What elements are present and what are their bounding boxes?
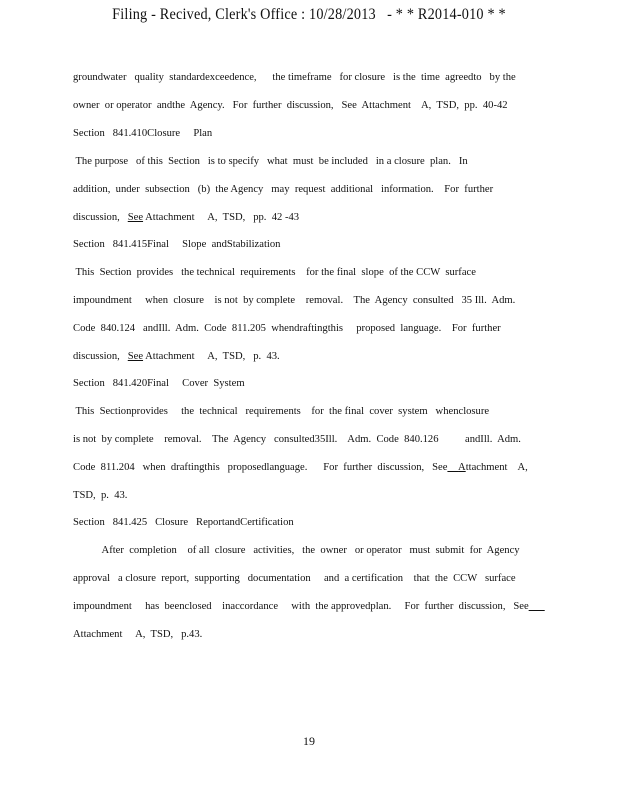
text-line-5: addition, under subsection (b) the Agency may request additional information. For further — [73, 184, 494, 195]
text-line-21: Attachment A, TSD, p.43. — [73, 629, 203, 640]
text-line-13: This Sectionprovides the technical requirements for the final cover system whenclosure — [73, 406, 490, 417]
text-line-18: After completion of all closure activities, the owner or operator must submit for Agency — [73, 545, 520, 556]
attachment-a-underlined: A — [458, 462, 466, 473]
text-impoundment: impoundment has beenclosed inaccordance with the approvedplan. For further discussion, See — [73, 601, 529, 612]
see-link: See — [127, 212, 144, 223]
text-line-2: owner or operator andthe Agency. For further discussion, See Attachment A, TSD, pp. 40-42 — [73, 100, 508, 111]
text-line-11 — [73, 351, 280, 363]
section-heading-841-410: Section 841.410Closure Plan — [73, 128, 213, 139]
filing-header: Filing - Recived, Clerk's Office : 10/28/2013 - * * R2014-010 * * — [112, 6, 506, 23]
text-line-4: The purpose of this Section is to specify what must be included in a closure plan. In — [73, 156, 468, 167]
text-line-10: Code 840.124 andIll. Adm. Code 811.205 whendraftingthis proposed language. For further — [73, 323, 501, 334]
text-line-20 — [73, 601, 545, 613]
text-line-19: approval a closure report, supporting documentation and a certification that the CCW surface — [73, 573, 516, 584]
text-discussion: discussion, — [73, 351, 128, 362]
text-line-6 — [73, 212, 299, 224]
section-heading-841-415: Section 841.415Final Slope andStabilization — [73, 239, 281, 250]
section-heading-841-420: Section 841.420Final Cover System — [73, 378, 245, 389]
section-heading-841-425: Section 841.425 Closure ReportandCertification — [73, 517, 294, 528]
attachment-reference: ttachment A, — [465, 462, 528, 473]
attachment-reference: Attachment A, TSD, p. 43. — [143, 351, 280, 362]
text-line-1: groundwater quality standardexceedence, the timeframe for closure is the time agreedto by the — [73, 72, 516, 83]
attachment-reference: Attachment A, TSD, pp. 42 -43 — [143, 212, 300, 223]
text-line-14: is not by complete removal. The Agency consulted35Ill. Adm. Code 840.126 andIll. Adm. — [73, 434, 521, 445]
text-discussion: discussion, — [73, 212, 128, 223]
text-line-16: TSD, p. 43. — [73, 490, 128, 501]
text-line-8: This Section provides the technical requirements for the final slope of the CCW surface — [73, 267, 476, 278]
underline-gap: ___ — [528, 601, 545, 612]
see-link: See — [127, 351, 144, 362]
text-line-15 — [73, 462, 528, 474]
underline-gap: __ — [447, 462, 459, 473]
text-line-9: impoundment when closure is not by complete removal. The Agency consulted 35 Ill. Adm. — [73, 295, 516, 306]
text-code-811: Code 811.204 when draftingthis proposedlanguage. For further discussion, See — [73, 462, 448, 473]
page-number: 19 — [303, 734, 315, 748]
